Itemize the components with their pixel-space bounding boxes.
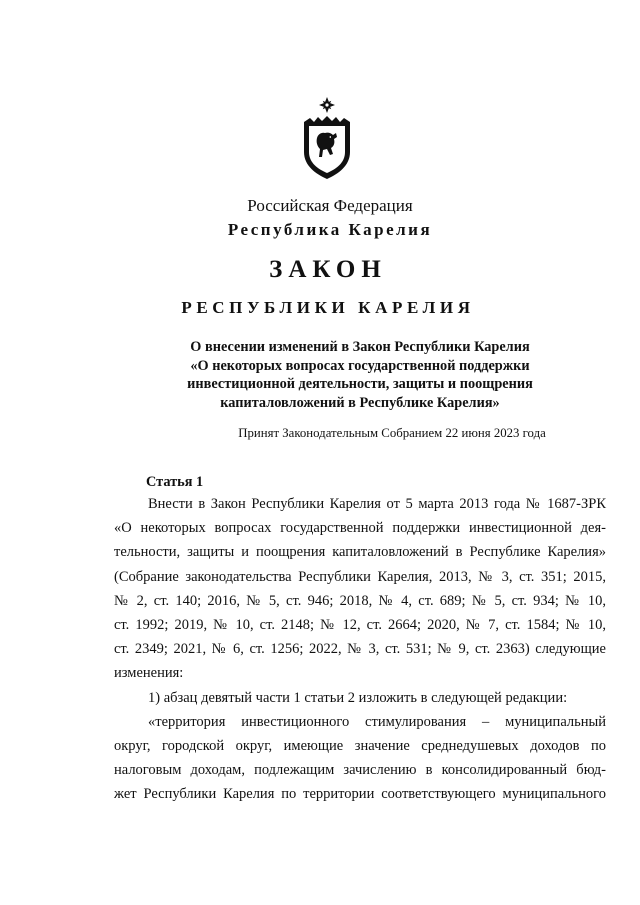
body-line: 1) абзац девятый части 1 статьи 2 изложить в следующей редакции:: [148, 689, 568, 706]
body-line: налоговым доходам, подлежащим зачислению в консолидированный бюд-: [114, 762, 606, 779]
body-line: жет Республики Карелия по территории соответствующего муниципального: [114, 786, 606, 803]
article-body: [114, 492, 606, 806]
body-line: изменения:: [114, 665, 184, 682]
body-line: «О некоторых вопросах государственной поддержки инвестиционной дея-: [114, 520, 606, 537]
law-title: ЗАКОН: [269, 256, 387, 283]
bill-title-line: «О некоторых вопросах государственной поддержки: [190, 357, 530, 374]
body-line: округ, городской округ, имеющие значение среднедушевых доходов по: [114, 737, 606, 754]
article-heading: Статья 1: [146, 474, 204, 490]
bill-title-line: капиталовложений в Республике Карелия»: [220, 394, 500, 411]
body-line: ст. 1992; 2019, № 10, ст. 2148; № 12, ст. 2664; 2020, № 7, ст. 1584; № 10,: [114, 616, 606, 633]
country-name: Российская Федерация: [247, 196, 413, 215]
republic-name: Республика Карелия: [227, 220, 433, 239]
law-subtitle: РЕСПУБЛИКИ КАРЕЛИЯ: [181, 298, 475, 317]
bill-title: [150, 338, 570, 412]
body-line: ст. 2349; 2021, № 6, ст. 1256; 2022, № 3, ст. 531; № 9, ст. 2363) следующие: [114, 641, 606, 658]
adoption-date: Принят Законодательным Собранием 22 июня 2023 года: [238, 426, 546, 440]
bill-title-line: инвестиционной деятельности, защиты и поощрения: [187, 376, 533, 392]
body-line: (Собрание законодательства Республики Карелия, 2013, № 3, ст. 351; 2015,: [114, 568, 606, 585]
karelia-coat-of-arms-icon: [296, 96, 358, 180]
bill-title-line: О внесении изменений в Закон Республики Карелия: [190, 339, 530, 355]
body-line: Внести в Закон Республики Карелия от 5 марта 2013 года № 1687-ЗРК: [148, 496, 606, 512]
body-line: «территория инвестиционного стимулирования – муниципальный: [148, 713, 606, 730]
body-line: тельности, защиты и поощрения капиталовложений в Республике Карелия»: [114, 544, 606, 561]
body-line: № 2, ст. 140; 2016, № 5, ст. 946; 2018, № 4, ст. 689; № 5, ст. 934; № 10,: [114, 592, 606, 609]
